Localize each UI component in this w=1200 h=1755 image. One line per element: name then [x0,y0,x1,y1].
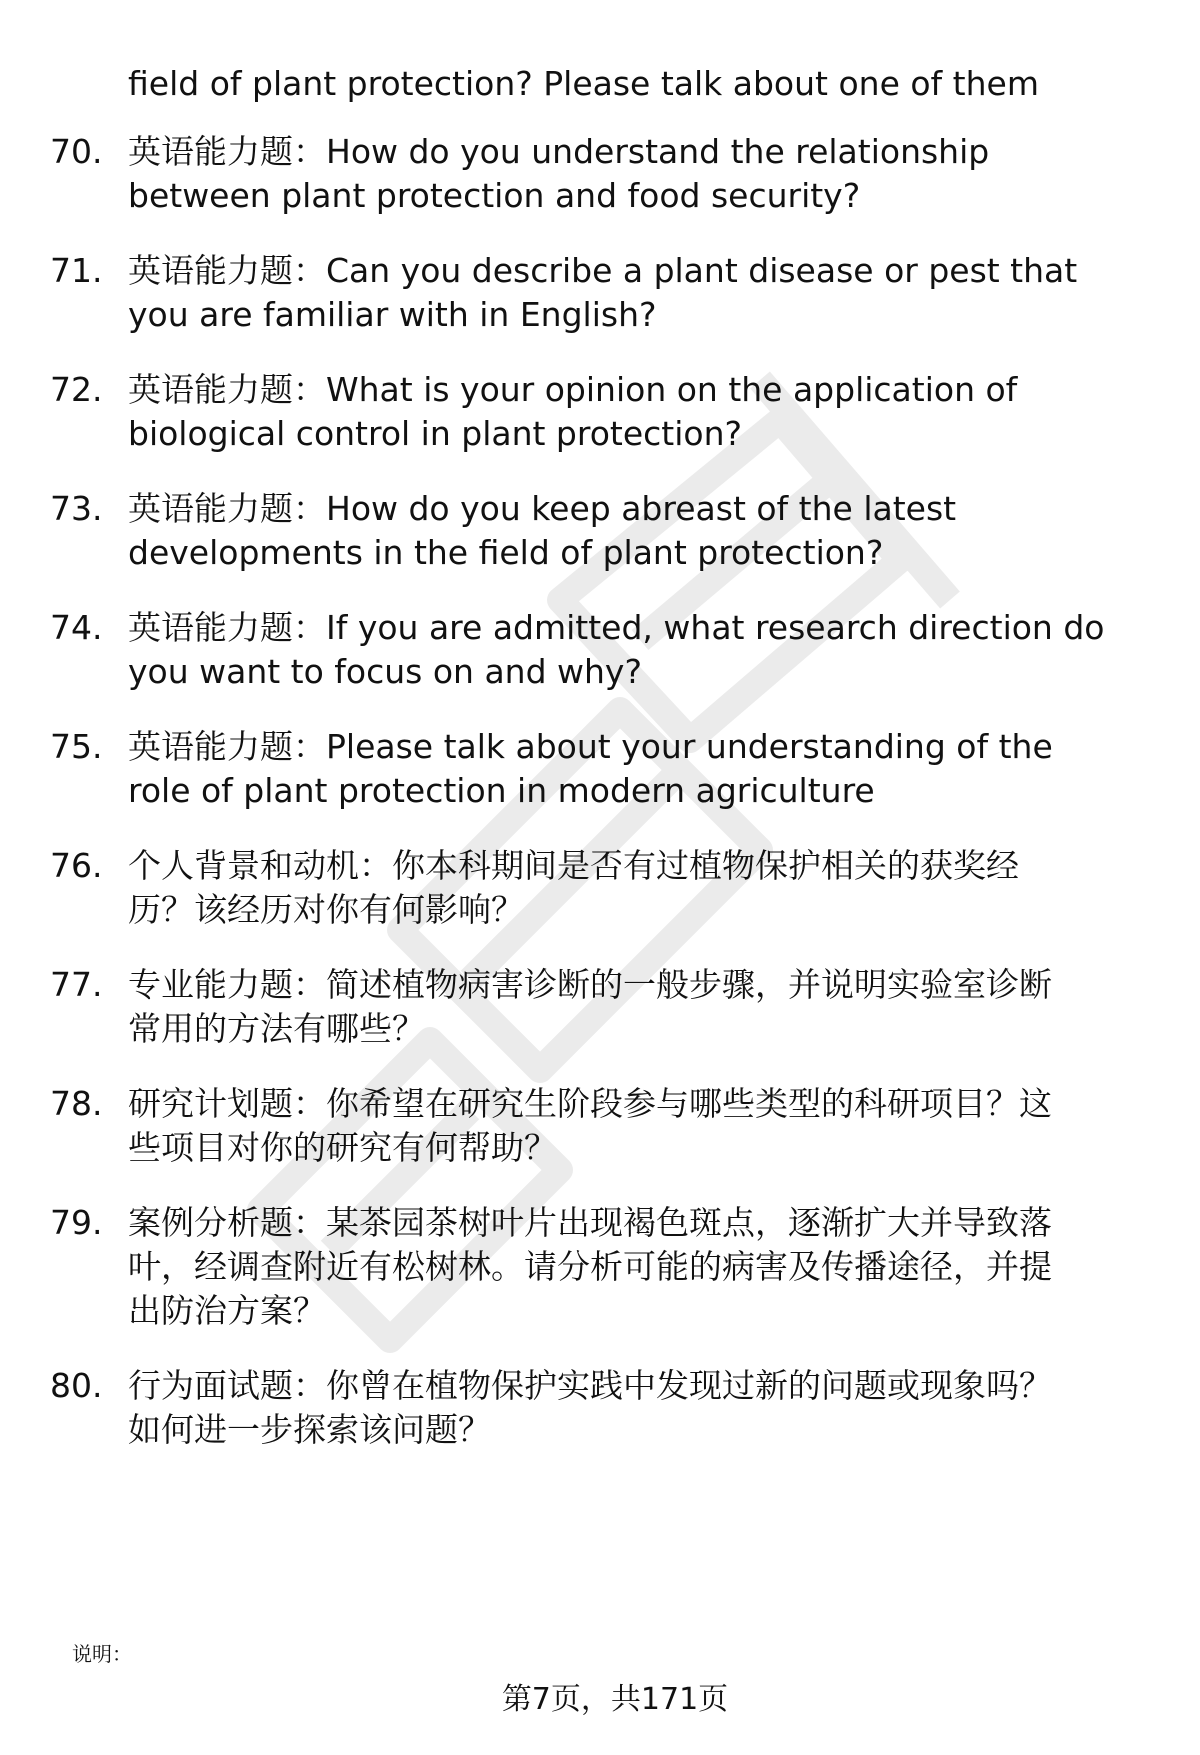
question-text-line: 英语能力题：Can you describe a plant disease or pest that [128,251,1078,290]
question-item [50,961,1160,1049]
question-item [50,247,1160,335]
question-text-line: role of plant protection in modern agriculture [128,771,875,810]
question-number: 76. [50,846,103,885]
question-item [50,485,1160,573]
question-text-line: 英语能力题：How do you keep abreast of the latest [128,489,957,528]
question-text-line: 常用的方法有哪些？ [128,1009,425,1048]
question-item [50,1080,1160,1168]
continuation-line: field of plant protection? Please talk about one of them [128,64,1039,103]
question-number: 72. [50,370,103,409]
question-item [50,366,1160,454]
question-number: 77. [50,965,103,1004]
question-text-line: 英语能力题：If you are admitted, what research direction do [128,608,1105,647]
question-number: 74. [50,608,103,647]
question-text-line: you want to focus on and why? [128,652,642,691]
question-number: 73. [50,489,103,528]
question-text-line: 历？该经历对你有何影响？ [128,890,524,929]
question-number: 80. [50,1366,103,1405]
question-text-line: 如何进一步探索该问题？ [128,1410,491,1449]
question-number: 75. [50,727,103,766]
question-text-line: developments in the field of plant protection? [128,533,884,572]
question-text-line: 英语能力题：Please talk about your understanding of the [128,727,1053,766]
question-text-line: 行为面试题：你曾在植物保护实践中发现过新的问题或现象吗？ [128,1366,1052,1405]
question-item [50,128,1160,216]
question-text-line: 些项目对你的研究有何帮助？ [128,1128,557,1167]
question-item [50,1199,1160,1331]
question-number: 78. [50,1084,103,1123]
question-text-line: between plant protection and food security? [128,176,861,215]
question-item [50,723,1160,811]
question-text-line: 专业能力题：简述植物病害诊断的一般步骤，并说明实验室诊断 [128,965,1052,1004]
question-text-line: 英语能力题：How do you understand the relationship [128,132,990,171]
question-text-line: 案例分析题：某茶园茶树叶片出现褐色斑点，逐渐扩大并导致落 [128,1203,1052,1242]
question-text-line: 叶，经调查附近有松树林。请分析可能的病害及传播途径，并提 [128,1247,1052,1286]
question-number: 70. [50,132,103,171]
page-number: 第7页，共171页 [501,1682,729,1717]
question-text-line: 出防治方案？ [128,1291,326,1330]
question-item [50,1362,1160,1450]
note-label: 说明： [72,1642,132,1666]
question-text-line: 英语能力题：What is your opinion on the application of [128,370,1018,409]
question-text-line: 研究计划题：你希望在研究生阶段参与哪些类型的科研项目？这 [128,1084,1052,1123]
question-text-line: biological control in plant protection? [128,414,743,453]
question-text-line: 个人背景和动机：你本科期间是否有过植物保护相关的获奖经 [128,846,1019,885]
question-item [50,842,1160,930]
question-number: 71. [50,251,103,290]
question-text-line: you are familiar with in English? [128,295,657,334]
question-number: 79. [50,1203,103,1242]
question-item [50,604,1160,692]
